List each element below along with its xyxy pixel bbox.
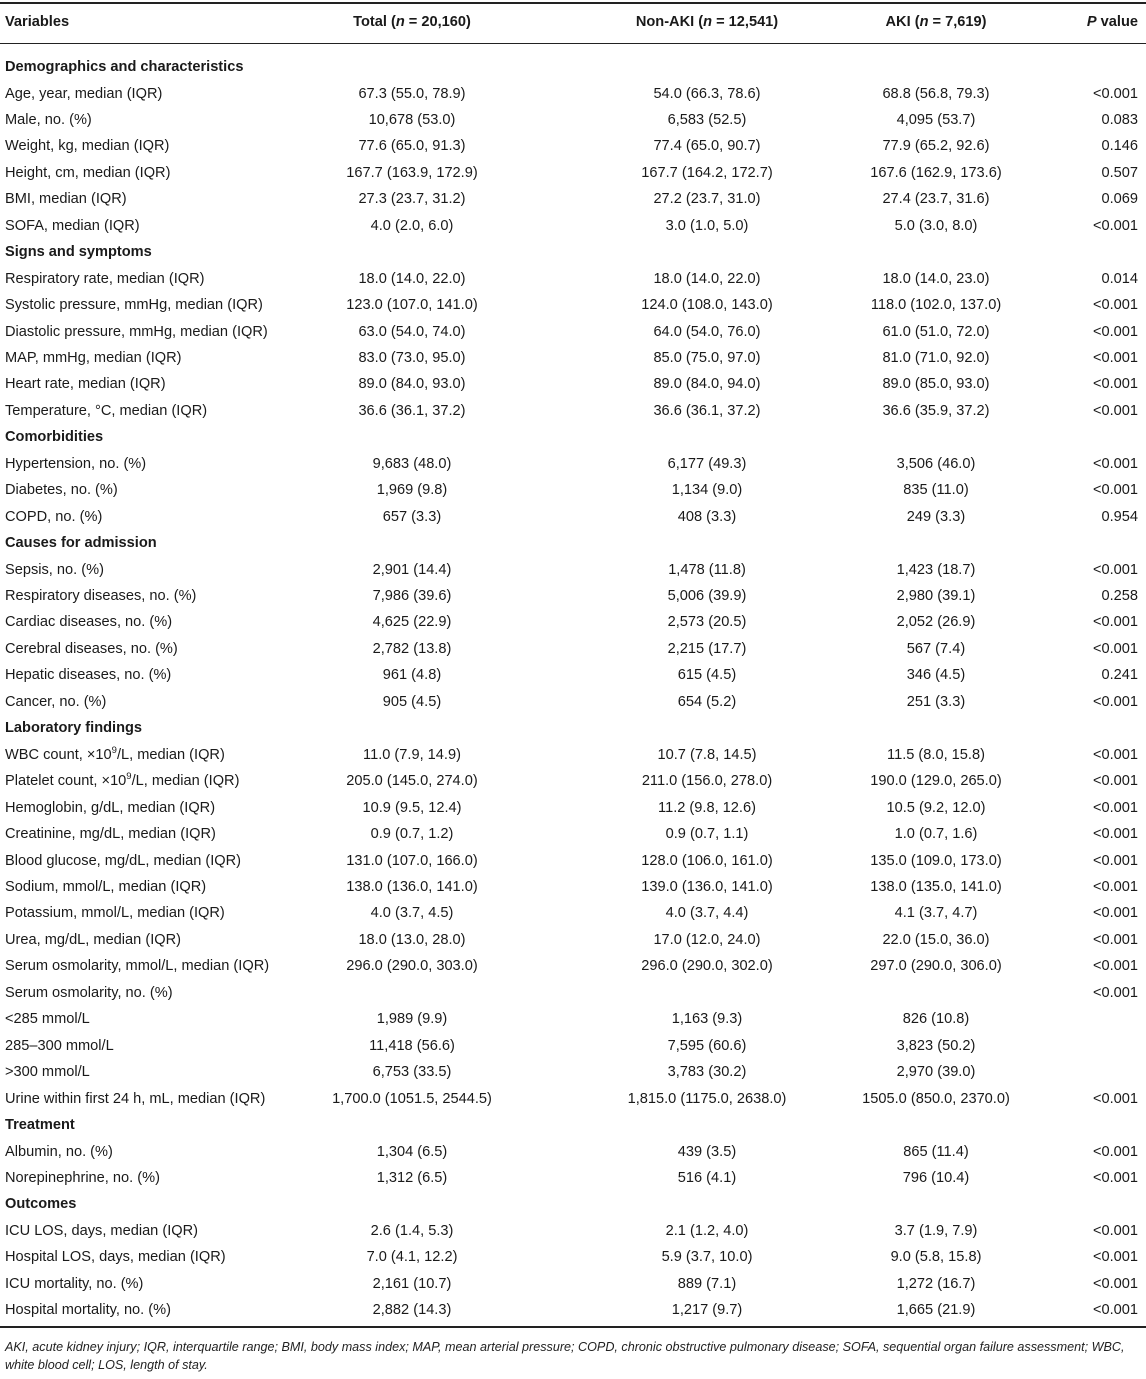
- p-value-cell: <0.001: [1092, 323, 1138, 340]
- variable-label: Urine within first 24 h, mL, median (IQR): [5, 1090, 266, 1107]
- aki-cell: 22.0 (15.0, 36.0): [882, 931, 990, 948]
- non-aki-cell: 0.9 (0.7, 1.1): [665, 826, 749, 842]
- variable-label: Age, year, median (IQR): [5, 85, 163, 102]
- table-row: [0, 451, 1146, 477]
- non-aki-cell: 54.0 (66.3, 78.6): [653, 85, 761, 102]
- non-aki-cell: 124.0 (108.0, 143.0): [641, 297, 773, 313]
- variable-label: Platelet count, $\times 10^9/L$, median (IQR): [5, 771, 240, 790]
- aki-cell: 27.4 (23.7, 31.6): [882, 191, 990, 208]
- variable-label: Hospital LOS, days, median (IQR): [5, 1249, 226, 1266]
- variable-label: Hospital mortality, no. (%): [5, 1302, 171, 1319]
- non-aki-cell: 89.0 (84.0, 94.0): [653, 376, 761, 393]
- p-value-cell: <0.001: [1092, 297, 1138, 313]
- p-value-cell: <0.001: [1092, 482, 1138, 499]
- total-cell: 205.0 (145.0, 274.0): [346, 773, 478, 790]
- aki-cell: 865 (11.4): [903, 1143, 969, 1160]
- table-row: [0, 107, 1146, 133]
- non-aki-cell: 889 (7.1): [677, 1275, 737, 1292]
- p-value-cell: <0.001: [1092, 799, 1138, 816]
- non-aki-cell: 4.0 (3.7, 4.4): [665, 905, 749, 922]
- variable-label: ICU LOS, days, median (IQR): [5, 1222, 199, 1239]
- aki-cell: 826 (10.8): [902, 1011, 970, 1028]
- non-aki-cell: 615 (4.5): [677, 667, 737, 684]
- table-row: [0, 689, 1146, 715]
- non-aki-cell: 167.7 (164.2, 172.7): [641, 164, 773, 181]
- p-value-cell: <0.001: [1092, 1143, 1138, 1160]
- aki-cell: 3,506 (46.0): [896, 455, 976, 472]
- variable-label: Hemoglobin, g/dL, median (IQR): [5, 799, 216, 816]
- table-row: [0, 160, 1146, 186]
- aki-cell: 5.0 (3.0, 8.0): [894, 217, 978, 234]
- p-value-cell: <0.001: [1092, 773, 1138, 790]
- total-cell: 27.3 (23.7, 31.2): [358, 191, 466, 208]
- variable-label: Hypertension, no. (%): [5, 455, 147, 472]
- table-row: [0, 319, 1146, 345]
- table-row: [0, 821, 1146, 847]
- non-aki-cell: 139.0 (136.0, 141.0): [641, 878, 773, 895]
- variable-label: Cerebral diseases, no. (%): [5, 640, 178, 657]
- total-cell: 77.6 (65.0, 91.3): [358, 138, 466, 155]
- total-cell: 1,700.0 (1051.5, 2544.5): [332, 1090, 492, 1107]
- variable-label: Diastolic pressure, mmHg, median (IQR): [5, 323, 268, 340]
- variable-label: Creatinine, mg/dL, median (IQR): [5, 826, 216, 842]
- p-value-cell: <0.001: [1092, 1090, 1138, 1107]
- non-aki-cell: 6,177 (49.3): [667, 455, 747, 472]
- table-bottom-rule: [0, 1326, 1146, 1328]
- variable-label: Sodium, mmol/L, median (IQR): [5, 878, 207, 895]
- p-value-cell: 0.146: [1101, 138, 1138, 155]
- non-aki-cell: 654 (5.2): [677, 693, 737, 710]
- table-top-rule: [0, 2, 1146, 4]
- total-cell: 167.7 (163.9, 172.9): [346, 164, 478, 181]
- non-aki-cell: 10.7 (7.8, 14.5): [657, 746, 757, 763]
- variable-label: SOFA, median (IQR): [5, 217, 140, 234]
- p-value-cell: <0.001: [1092, 693, 1138, 710]
- variable-label: <285 mmol/L: [5, 1011, 90, 1028]
- variable-label: COPD, no. (%): [5, 508, 103, 525]
- total-cell: 63.0 (54.0, 74.0): [358, 323, 466, 340]
- non-aki-cell: 77.4 (65.0, 90.7): [653, 138, 761, 155]
- non-aki-cell: 1,217 (9.7): [671, 1302, 743, 1319]
- variable-label: Diabetes, no. (%): [5, 482, 118, 499]
- total-cell: 10.9 (9.5, 12.4): [362, 799, 462, 816]
- variable-label: Potassium, mmol/L, median (IQR): [5, 905, 225, 922]
- aki-cell: 167.6 (162.9, 173.6): [870, 164, 1002, 181]
- variable-label: MAP, mmHg, median (IQR): [5, 349, 182, 366]
- total-cell: 36.6 (36.1, 37.2): [358, 402, 466, 419]
- aki-cell: 796 (10.4): [902, 1169, 970, 1186]
- aki-cell: 18.0 (14.0, 23.0): [882, 270, 990, 287]
- table-row: [0, 662, 1146, 688]
- p-value-cell: <0.001: [1092, 376, 1138, 393]
- header-p-value: P value: [1086, 14, 1138, 30]
- total-cell: 6,753 (33.5): [372, 1064, 452, 1081]
- table-footnote: AKI, acute kidney injury; IQR, interquartile range; BMI, body mass index; MAP, mean arterial pressure; COPD, chronic obstructive pulmonary disease; SOFA, sequential organ failure assessment; WBC, white blood cell; LOS, length of stay.: [5, 1340, 1125, 1372]
- variable-label: Urea, mg/dL, median (IQR): [5, 931, 181, 948]
- total-cell: 18.0 (13.0, 28.0): [358, 931, 466, 948]
- total-cell: 1,969 (9.8): [376, 482, 448, 499]
- non-aki-cell: 27.2 (23.7, 31.0): [653, 191, 761, 208]
- total-cell: 89.0 (84.0, 93.0): [358, 376, 466, 393]
- aki-cell: 2,052 (26.9): [896, 614, 976, 631]
- variable-label: Serum osmolarity, mmol/L, median (IQR): [5, 958, 270, 975]
- header-non-aki: Non-AKI (n = 12,541): [635, 14, 779, 30]
- non-aki-cell: 64.0 (54.0, 76.0): [653, 323, 761, 340]
- total-cell: 10,678 (53.0): [368, 111, 456, 128]
- non-aki-cell: 516 (4.1): [677, 1169, 737, 1186]
- aki-cell: 68.8 (56.8, 79.3): [882, 85, 990, 102]
- aki-cell: 61.0 (51.0, 72.0): [882, 323, 990, 340]
- section-heading: Signs and symptoms: [5, 244, 152, 261]
- total-cell: 1,312 (6.5): [376, 1169, 448, 1186]
- p-value-cell: <0.001: [1092, 958, 1138, 975]
- p-value-cell: <0.001: [1092, 455, 1138, 472]
- table-row: [0, 900, 1146, 926]
- non-aki-cell: 1,134 (9.0): [671, 482, 743, 499]
- table-row: [0, 1271, 1146, 1297]
- p-value-cell: 0.083: [1101, 111, 1138, 128]
- non-aki-cell: 6,583 (52.5): [667, 111, 747, 128]
- table-row: [0, 980, 1146, 1006]
- table-row: [0, 186, 1146, 212]
- variable-label: Heart rate, median (IQR): [5, 376, 166, 393]
- aki-cell: 89.0 (85.0, 93.0): [882, 376, 990, 393]
- variable-label: Male, no. (%): [5, 111, 92, 128]
- section-heading: Demographics and characteristics: [5, 59, 244, 75]
- total-cell: 18.0 (14.0, 22.0): [358, 270, 466, 287]
- total-cell: 2,882 (14.3): [372, 1302, 452, 1319]
- non-aki-cell: 85.0 (75.0, 97.0): [653, 349, 761, 366]
- p-value-cell: <0.001: [1092, 614, 1138, 631]
- aki-cell: 251 (3.3): [906, 693, 966, 710]
- table-row: [0, 742, 1146, 768]
- total-cell: 4.0 (2.0, 6.0): [370, 217, 454, 234]
- table-row: [0, 953, 1146, 979]
- variable-label: ICU mortality, no. (%): [5, 1275, 144, 1292]
- non-aki-cell: 17.0 (12.0, 24.0): [653, 931, 761, 948]
- aki-cell: 10.5 (9.2, 12.0): [886, 799, 986, 816]
- total-cell: 11.0 (7.9, 14.9): [363, 746, 461, 763]
- header-total: Total (n = 20,160): [353, 14, 471, 30]
- section-heading: Treatment: [5, 1117, 75, 1133]
- non-aki-cell: 3.0 (1.0, 5.0): [665, 217, 749, 234]
- table-row: [0, 636, 1146, 662]
- p-value-cell: <0.001: [1092, 746, 1138, 763]
- total-cell: 9,683 (48.0): [372, 455, 452, 472]
- variable-label: Sepsis, no. (%): [5, 561, 104, 578]
- total-cell: 7.0 (4.1, 12.2): [366, 1249, 458, 1266]
- p-value-cell: <0.001: [1092, 1249, 1138, 1266]
- table-row: [0, 1139, 1146, 1165]
- aki-cell: 190.0 (129.0, 265.0): [870, 773, 1002, 790]
- table-row: [0, 848, 1146, 874]
- aki-cell: 77.9 (65.2, 92.6): [882, 138, 990, 155]
- table-row: [0, 874, 1146, 900]
- section-heading-row: [0, 1112, 1146, 1138]
- non-aki-cell: 7,595 (60.6): [667, 1037, 747, 1054]
- non-aki-cell: 211.0 (156.0, 278.0): [641, 773, 773, 790]
- table-row: [0, 583, 1146, 609]
- p-value-cell: <0.001: [1092, 905, 1138, 922]
- table-row: [0, 266, 1146, 292]
- p-value-cell: <0.001: [1092, 349, 1138, 366]
- table-row: [0, 927, 1146, 953]
- total-cell: 657 (3.3): [382, 508, 442, 525]
- section-heading: Comorbidities: [5, 429, 104, 446]
- table-row: [0, 398, 1146, 424]
- total-cell: 2,782 (13.8): [372, 640, 452, 657]
- total-cell: 83.0 (73.0, 95.0): [358, 349, 466, 366]
- table-row: [0, 504, 1146, 530]
- aki-cell: 297.0 (290.0, 306.0): [870, 958, 1002, 975]
- table-row: [0, 345, 1146, 371]
- aki-cell: 2,970 (39.0): [896, 1064, 976, 1081]
- header-variables: Variables: [5, 14, 70, 30]
- section-heading-row: [0, 239, 1146, 265]
- p-value-cell: 0.954: [1101, 508, 1138, 525]
- p-value-cell: <0.001: [1092, 1275, 1138, 1292]
- non-aki-cell: 18.0 (14.0, 22.0): [653, 270, 761, 287]
- table-row: [0, 213, 1146, 239]
- non-aki-cell: 296.0 (290.0, 302.0): [641, 958, 773, 975]
- aki-cell: 81.0 (71.0, 92.0): [882, 349, 990, 366]
- p-value-cell: <0.001: [1092, 984, 1138, 1001]
- non-aki-cell: 408 (3.3): [677, 508, 737, 525]
- non-aki-cell: 36.6 (36.1, 37.2): [653, 402, 761, 419]
- aki-cell: 135.0 (109.0, 173.0): [870, 852, 1002, 869]
- aki-cell: 1,665 (21.9): [896, 1302, 976, 1319]
- variable-label: Serum osmolarity, no. (%): [5, 984, 173, 1001]
- non-aki-cell: 5.9 (3.7, 10.0): [661, 1249, 753, 1266]
- total-cell: 4,625 (22.9): [372, 614, 452, 631]
- table-row: [0, 609, 1146, 635]
- p-value-cell: <0.001: [1092, 402, 1138, 419]
- non-aki-cell: 439 (3.5): [677, 1143, 737, 1160]
- total-cell: 2,901 (14.4): [372, 561, 452, 578]
- table-row: [0, 477, 1146, 503]
- aki-cell: 249 (3.3): [906, 508, 966, 525]
- aki-cell: 346 (4.5): [906, 667, 966, 684]
- p-value-cell: <0.001: [1092, 217, 1138, 234]
- p-value-cell: <0.001: [1092, 640, 1138, 657]
- section-heading-row: [0, 424, 1146, 450]
- total-cell: 131.0 (107.0, 166.0): [346, 852, 478, 869]
- aki-cell: 11.5 (8.0, 15.8): [887, 746, 985, 763]
- table-row: [0, 768, 1146, 794]
- p-value-cell: <0.001: [1092, 85, 1138, 102]
- table-row: [0, 1059, 1146, 1085]
- table-row: [0, 1033, 1146, 1059]
- total-cell: 11,418 (56.6): [369, 1037, 455, 1054]
- p-value-cell: <0.001: [1092, 1222, 1138, 1239]
- aki-cell: 118.0 (102.0, 137.0): [870, 297, 1002, 313]
- variable-label: WBC count, $\times 10^9/L$, median (IQR): [5, 744, 225, 763]
- p-value-cell: <0.001: [1092, 826, 1138, 842]
- table-row: [0, 1244, 1146, 1270]
- table-row: [0, 1086, 1146, 1112]
- p-value-cell: 0.507: [1101, 164, 1138, 181]
- aki-cell: 1.0 (0.7, 1.6): [894, 826, 978, 842]
- non-aki-cell: 1,478 (11.8): [668, 561, 746, 578]
- variable-label: Blood glucose, mg/dL, median (IQR): [5, 852, 242, 869]
- variable-label: Albumin, no. (%): [5, 1143, 113, 1160]
- aki-cell: 835 (11.0): [903, 482, 969, 499]
- variable-label: >300 mmol/L: [5, 1064, 90, 1081]
- non-aki-cell: 5,006 (39.9): [667, 588, 747, 604]
- variable-label: Weight, kg, median (IQR): [5, 138, 170, 155]
- total-cell: 961 (4.8): [382, 667, 442, 684]
- p-value-cell: <0.001: [1092, 852, 1138, 869]
- table-row: [0, 795, 1146, 821]
- variable-label: Temperature, °C, median (IQR): [5, 402, 208, 419]
- p-value-cell: 0.014: [1101, 270, 1138, 287]
- total-cell: 296.0 (290.0, 303.0): [346, 958, 478, 975]
- table-header-row: [0, 9, 1146, 35]
- aki-cell: 4,095 (53.7): [896, 111, 976, 128]
- aki-cell: 9.0 (5.8, 15.8): [890, 1249, 982, 1266]
- aki-cell: 36.6 (35.9, 37.2): [882, 402, 990, 419]
- non-aki-cell: 2,215 (17.7): [667, 640, 747, 657]
- table-row: [0, 557, 1146, 583]
- total-cell: 1,989 (9.9): [376, 1011, 448, 1028]
- p-value-cell: 0.069: [1101, 191, 1138, 208]
- variable-label: Norepinephrine, no. (%): [5, 1169, 160, 1186]
- aki-cell: 3,823 (50.2): [896, 1037, 976, 1054]
- header-aki: AKI (n = 7,619): [885, 14, 987, 30]
- variable-label: Systolic pressure, mmHg, median (IQR): [5, 297, 263, 313]
- table-row: [0, 292, 1146, 318]
- aki-cell: 4.1 (3.7, 4.7): [894, 905, 978, 922]
- p-value-cell: 0.258: [1101, 588, 1138, 604]
- aki-cell: 1,423 (18.7): [896, 561, 976, 578]
- section-heading-row: [0, 1191, 1146, 1217]
- table-row: [0, 133, 1146, 159]
- total-cell: 67.3 (55.0, 78.9): [358, 85, 466, 102]
- non-aki-cell: 1,815.0 (1175.0, 2638.0): [627, 1090, 787, 1107]
- p-value-cell: 0.241: [1101, 667, 1138, 684]
- table-row: [0, 371, 1146, 397]
- aki-cell: 1505.0 (850.0, 2370.0): [862, 1090, 1010, 1107]
- variable-label: Hepatic diseases, no. (%): [5, 667, 172, 684]
- p-value-cell: <0.001: [1092, 1302, 1138, 1319]
- total-cell: 1,304 (6.5): [376, 1143, 448, 1160]
- total-cell: 2.6 (1.4, 5.3): [370, 1222, 454, 1239]
- non-aki-cell: 3,783 (30.2): [667, 1064, 747, 1081]
- table-row: [0, 1218, 1146, 1244]
- variable-label: BMI, median (IQR): [5, 191, 127, 208]
- total-cell: 7,986 (39.6): [372, 588, 452, 604]
- non-aki-cell: 2.1 (1.2, 4.0): [665, 1222, 749, 1239]
- section-heading-row: [0, 54, 1146, 80]
- non-aki-cell: 2,573 (20.5): [667, 614, 747, 631]
- variable-label: 285–300 mmol/L: [5, 1037, 114, 1054]
- variable-label: Respiratory diseases, no. (%): [5, 588, 197, 604]
- section-heading-row: [0, 530, 1146, 556]
- variable-label: Cardiac diseases, no. (%): [5, 614, 173, 631]
- non-aki-cell: 128.0 (106.0, 161.0): [641, 852, 773, 869]
- table-row: [0, 1006, 1146, 1032]
- table-row: [0, 1297, 1146, 1323]
- p-value-cell: <0.001: [1092, 931, 1138, 948]
- total-cell: 123.0 (107.0, 141.0): [346, 297, 478, 313]
- variable-label: Height, cm, median (IQR): [5, 164, 171, 181]
- total-cell: 0.9 (0.7, 1.2): [370, 826, 454, 842]
- section-heading: Laboratory findings: [5, 720, 143, 737]
- table-row: [0, 1165, 1146, 1191]
- aki-cell: 567 (7.4): [906, 640, 966, 657]
- aki-cell: 1,272 (16.7): [896, 1275, 976, 1292]
- section-heading-row: [0, 715, 1146, 741]
- p-value-cell: <0.001: [1092, 561, 1138, 578]
- non-aki-cell: 1,163 (9.3): [671, 1011, 743, 1028]
- table-row: [0, 81, 1146, 107]
- non-aki-cell: 11.2 (9.8, 12.6): [658, 799, 756, 816]
- section-heading: Causes for admission: [5, 535, 157, 552]
- section-heading: Outcomes: [5, 1196, 77, 1213]
- p-value-cell: <0.001: [1092, 1169, 1138, 1186]
- aki-cell: 138.0 (135.0, 141.0): [870, 878, 1002, 895]
- aki-cell: 2,980 (39.1): [896, 588, 976, 604]
- total-cell: 2,161 (10.7): [372, 1275, 452, 1292]
- total-cell: 138.0 (136.0, 141.0): [346, 878, 478, 895]
- aki-cell: 3.7 (1.9, 7.9): [894, 1222, 978, 1239]
- variable-label: Respiratory rate, median (IQR): [5, 270, 205, 287]
- total-cell: 905 (4.5): [382, 693, 442, 710]
- variable-label: Cancer, no. (%): [5, 693, 107, 710]
- p-value-cell: <0.001: [1092, 878, 1138, 895]
- total-cell: 4.0 (3.7, 4.5): [370, 905, 454, 922]
- table-header-rule: [0, 43, 1146, 44]
